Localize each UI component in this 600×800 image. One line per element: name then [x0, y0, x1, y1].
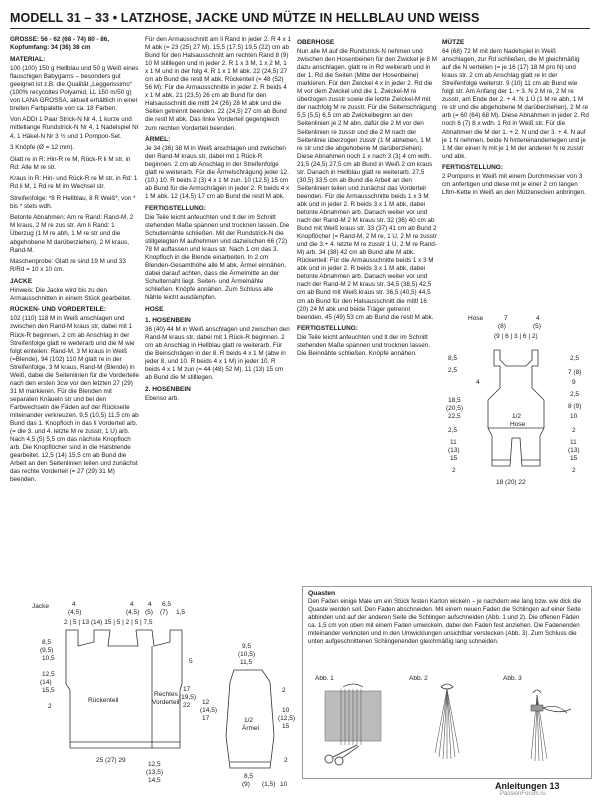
jacket-back-label: Rückenteil — [88, 697, 119, 704]
jacket-dim-b2: (13,5) — [146, 769, 163, 776]
sleeve-dim-l1: 12 — [202, 699, 210, 706]
pants-finishing-text: Die Teile leicht anfeuchten und lt der im Schnitt stehenden Maße spannen und trocknen lassen. Die Beinnähte schließen. Knöpfe annähen. — [297, 334, 431, 358]
material-text: 100 (100) 150 g Hellblau und 50 g Weiß eines flauschigen Babygarns – besonders gut geeignet ist z.B. die Qualität „Leggerissimo“ (100% recycoltes Polyamid, LL 150 m/50 g) von LANA GROSSA, aktuell erhältlich in einer breiten Farbpalette von ca. 18 Farben. — [10, 64, 139, 112]
hat-text: 64 (68) 72 M mit dem Nadelspiel in Weiß anschlagen, zur Rd schließen, die M gleichmäßig auf die N verteilen (= je 16 (17) 18 M pro N) und kraus str. 2 cm ab Anschlag glatt re in der Streifenfolge weiterstr. 9 (10) 11 cm ab Bund wie folgt str. Am Anfang der 1. + 3. N 2 M re, 2 M re zusstr, am Ende der 2. + 4. N 1 Ü (1 M re abh, 1 M re str und die abgehobene M darüberziehen), 2 M re arb (= 60 (64) 68 M). Diese Abnahmen in jeder 2. Rd noch 6 (7) 8 x wdh. 1 Rd in Weiß str. Für die Abnahmen die M der 1. + 2. N und der 3. + 4. N auf je 1 N nehmen, beide N hintereinanderliegen und je 1 M der einen N mit je 1 M der anderen N re zusstr und abk. — [442, 48, 589, 160]
pants-dim-l9: (13) — [448, 447, 460, 454]
tassel-box — [302, 586, 592, 779]
jacket-dim-mid3: (19,5) — [179, 694, 196, 701]
tassel-text: Den Faden einige Male um ein Stück festen Karton wickeln – je nachdem wie lang bzw. wie dick die Quaste werden soll. Den Faden abschneiden. Mit einem neuen Faden die Schlingen auf einer Seite abbinden und auf der anderen Seite die Schlingen aufschneiden (Abb. 1 und 2). Die offenen Fäden ca. 1,5 cm von oben mit einem Faden umwickeln, dabei den Faden fest anziehen. Die Fadenenden miteinander verknoten und in den Umwicklungen unsichtbar verstecken (Abb. 3). Zum Schluss die unten aufgeschnittenen Schlingenenden gleichmäßig lang schneiden. — [308, 598, 582, 645]
jacket-note: Hinweis: Die Jacke wird bis zu den Armausschnitten in einem Stück gearbeitet. — [10, 286, 132, 302]
jacket-dim-b1: 12,5 — [148, 761, 161, 768]
pants-dim-l8: 11 — [450, 439, 457, 446]
jacket-finishing-text: Die Teile leicht anfeuchten und lt der im Schnitt stehenden Maße spannen und trocknen lassen. Die Schulternähte schließen. Mit der Rundstrick-N die stillgelegten M aufnehmen und dazwischen 66 (72) 78 M auffassen und kraus str. Nach 1 cm das 3. Knopfloch in die Blende einarbeiten. In 2 cm Blenden-Gesamthöhe alle M abk. Ärmel einnähen, dabei darauf achten, dass die Ärmelmitte an der Schulternaht liegt. Seiten- und Ärmelnähte schließen. Knöpfe annähen. Zum Schluss alle Nähte leicht ausdämpfen. — [145, 213, 290, 302]
pants-dim-r4: 2,5 — [570, 391, 580, 398]
column-3 — [297, 36, 437, 556]
footer-label: Anleitungen — [495, 781, 547, 791]
pants-dim-l1: 8,5 — [448, 355, 458, 362]
gauge-text: Maschenprobe: Glatt re sind 19 M und 33 R/Rd = 10 x 10 cm. — [10, 258, 126, 274]
upper-pants-heading: OBERHOSE — [297, 39, 335, 46]
jacket-finishing-heading: FERTIGSTELLUNG: — [145, 204, 207, 212]
pants-dim-r2: 7 (8) — [568, 369, 582, 376]
pants-dim-r9: (13) — [568, 447, 580, 454]
figure-1-label: Abb. 1 — [315, 675, 334, 682]
sleeve-dim-b2: (9) — [242, 781, 250, 788]
pants-dim-top-b: 4 — [536, 315, 540, 322]
pants-center-label-2: Hose — [510, 421, 526, 428]
pants-dim-l6: 22,5 — [448, 413, 461, 420]
pants-dim-l10: 15 — [450, 455, 458, 462]
page-number: 13 — [549, 781, 560, 791]
jacket-dim-l4: 12,5 — [42, 671, 55, 678]
jacket-dim-top4: 6,5 — [162, 601, 172, 608]
jacket-heading: JACKE — [10, 277, 33, 285]
pants-dim-l11: 2 — [452, 467, 456, 474]
sleeve-schematic — [200, 640, 300, 790]
site-watermark: PassionForum.ru — [500, 791, 546, 797]
jacket-dim-b3: 14,5 — [148, 777, 161, 784]
jacket-front-label-2: Vorderteil — [152, 699, 180, 706]
jacket-dim-mid4: 22 — [183, 702, 191, 709]
needles-text: Von ADDI 1 Paar Strick-N Nr 4, 1 kurze und mittellange Rundstrick-N Nr 4, 1 Nadelspiel Nr 4, 1 Häkel-N Nr 3 ½ und 1 Pompon-Set. — [10, 116, 139, 140]
jacket-dim-l3: 10,5 — [42, 655, 55, 662]
sleeves-text: Je 34 (36) 38 M in Weiß anschlagen und zwischen den Rand-M kraus str, dabei mit 1 Rück-R beginnen. 2 cm ab Anschlag in der Streifenfolge glatt re weiterarb. Für die Ärmelschrägung jeder 12. (10.) 10. R beids 2 (3) 4 x 1 M zun. 10 (12,5) 15 cm ab Bund für die Armschrägen in jeder 2. R beids 4 x 1 M abk. 12 (14,5) 17 cm ab Bund die restl M abk. — [145, 145, 290, 201]
column-2 — [145, 36, 291, 456]
pants-dim-l2: 2,5 — [448, 367, 458, 374]
pants-dim-r1: 2,5 — [570, 355, 580, 362]
column-1 — [10, 36, 140, 596]
sleeve-dim-l2: (14,5) — [200, 707, 217, 714]
figure-3-label: Abb. 3 — [503, 675, 522, 682]
sleeves-heading: ÄRMEL: — [145, 136, 171, 144]
pants-dim-r5: 8 (9) — [568, 403, 582, 410]
leg1-text: 36 (40) 44 M in Weiß anschlagen und zwischen den Rand-M kraus str, dabei mit 1 Rück-R beginnen. 2 cm ab Anschlag in Hellblau glatt re weiterarb. Für die Beinschrägen in der 8. R beids 4 x 1 M (abw in jeder 8. und 10. R beids 4 x 1 M) in jeder 10. R beids 4 x 1 M zun (= 44 (48) 52 M). 11 (13) 15 cm ab Bund die M stilllegen. — [145, 326, 290, 382]
sleeve-dim-l3: 17 — [202, 715, 210, 722]
pants-dim-r8: 11 — [570, 439, 577, 446]
jacket-dim-top2: 4 — [130, 601, 134, 608]
jacket-dim-top1: 4 — [72, 601, 76, 608]
jacket-dim-top-row: 2 | 5 | 13 (14) 15 | 5 | 2 | 5 | 7,5 — [64, 619, 153, 626]
jacket-dim-top5: (4,5) — [68, 609, 82, 616]
sleeve-dim-t3: 11,5 — [240, 659, 253, 666]
page-header — [10, 7, 590, 29]
jacket-dim-top9: 1,5 — [176, 609, 186, 616]
sleeve-dim-b1: 8,5 — [244, 773, 254, 780]
jacket-dim-l6: 15,5 — [42, 687, 55, 694]
hat-heading: MÜTZE — [442, 39, 465, 46]
back-front-heading: RÜCKEN- UND VORDERTEILE: — [10, 306, 107, 314]
sleeve-center-label: 1/2 — [244, 717, 254, 724]
jacket-dim-l7: 2 — [48, 703, 52, 710]
jacket-dim-bottom: 25 (27) 29 — [96, 757, 126, 764]
pants-schematic — [440, 308, 592, 500]
figure-2 — [403, 673, 493, 771]
stitch-kraus: Kraus in R: Hin- und Rück-R re M str, in Rd: 1 Rd li M, 1 Rd re M im Wechsel str. — [10, 175, 138, 191]
pants-center-label: 1/2 — [512, 413, 522, 420]
material-heading: MATERIAL: — [10, 55, 46, 63]
upper-pants-text: Nun alle M auf die Rundstrick-N nehmen und zwischen den Hosenbeinen für den Zwickel je 8 M dazu anschlagen, glatt re in Rd weiterarb und in der 1. Rd die Seiten (Mitte der Hosenbeine) markieren. Für den Zwickel 4 x in jeder 2. Rd die M vor dem Zwickel und die 1. Zwickel-M re überzogen zusstr sowie die letzte Zwickel-M mit der nachfolg M re zusstr. Für die Seitenschrägung 5,5 (5,5) 6,5 cm ab Zwickelbeginn an den Seitenlinien je 2 M abn, dafür die 2 M vor den Seitenlinien re zusstr und die 2 M nach der Seitenlinie überzogen zusstr (1 M abheben, 1 M re str und die abgehobene M darüberziehen). Diese Abnahmen noch 1 x nach 3 (3) 4 cm wdh. 21,5 (24,5) 27,5 cm ab Bund in Weiß 2 cm kraus str. Danach in Hellblau glatt re weiterarb. 27,5 (30,5) 33,5 cm ab Bund die Arbeit an den Seitenlinien teilen und zunächst das Vorderteil beenden. Für die Armausschnitte beids 1 x 3 M abk und in jeder 2. R beids 3 x 1 M abk, dabei betonte Abnahmen arb. Danach weiter vor und nach der Rand-M 2 M kraus str. 32 (36) 40 cm ab Bund mit Weiß kraus str. 33 (37) 41 cm ab Bund 2 Knopflöcher (= Rand-M, 2 M re, 1 U, 2 M re zusstr und die 3.+ 4. letzte M re zusstr 1 U, 2 M re Rand-M) arb. 34 (38) 42 cm ab Bund alle M abk. Rückenteil: Für die Armausschnitte beids 1 x 3 M abk und in jeder 2. R beids 3 x 1 M abk, dabei betonte Abnahmen arb. Danach weiter vor und nach der Rand-M 2 M kraus str. 34,5 (38,5) 42,5 cm ab Bund mit Weiß kraus str. 36,5 (40,5) 44,5 cm ab Bund für den Halsausschnitt die mittl 16 (20) 24 M abk und beide Träger getrennt beenden. 45 (49) 53 cm ab Bund die restl M abk. — [297, 48, 437, 321]
pants-dim-top-d: (5) — [533, 323, 541, 330]
decreases-text: Betonte Abnahmen: Am re Rand: Rand-M, 2 M kraus, 2 M re zus str. Am li Rand: 1 Überzug (1 M re abh, 1 M re str und die abgehobene M darüberziehen), 2 M kraus, Rand-M. — [10, 214, 134, 254]
pants-label: Hose — [468, 315, 484, 322]
jacket-label: Jacke — [32, 603, 49, 610]
jacket-schematic — [30, 600, 195, 790]
page-title: MODELL 31 – 33 • LATZHOSE, JACKE UND MÜTZE IN HELLBLAU UND WEISS — [10, 11, 480, 25]
pants-dim-r11: 2 — [572, 467, 576, 474]
pants-dim-r6: 10 — [570, 413, 578, 420]
pants-dim-l4: 18,5 — [448, 397, 461, 404]
hat-finishing-text: 2 Pompons in Weiß mit einem Durchmesser von 3 cm anfertigen und diese mit je einer 2 cm langen Lftm-Kette in Weiß an den Mützenecken anbringen. — [442, 173, 586, 197]
jacket-dim-top3: 4 — [148, 601, 152, 608]
pants-dim-top-a: 7 — [504, 315, 508, 322]
sleeve-dim-r5: 2 — [284, 757, 288, 764]
page-footer — [495, 781, 560, 791]
pants-dim-bottom: 18 (20) 22 — [496, 479, 526, 486]
jacket-dim-l1: 8,5 — [42, 639, 52, 646]
jacket-front-label-1: Rechtes — [154, 691, 178, 698]
back-front-text: 102 (110) 118 M in Weiß anschlagen und zwischen den Rand-M kraus str, dabei mit 1 Rück-R beginnen. 2 cm ab Anschlag in der Streifenfolge glatt re weiterarb und die M wie folgt einteilen: Rand-M, 3 M kraus in Weiß (=Blende), 94 (102) 110 M glatt re in der Streifenfolge, 3 M kraus, Rand-M (Blende) in Weiß, dabei die Seitenlinien für die Vorderteile nach den ersten 3cw vor den letzten 27 (29) 31 M markieren. Für die Blenden mit separaten Knäueln str und bei den Farbwechseln die Fäden auf der Rückseite miteinander verkreuzen. 9,5 (10,5) 11,5 cm ab Bund das 1. Knopfloch in das li Vorderteil arb. (= die 3. und 4. letzte M re zusstr, 1 U) arb. Nach 4,5 (5) 5,5 cm das nächste Knopfloch arb. Die Knopflöcher sind in die Halsblende gearbeitet. 12,5 (14) 15,5 cm ab Bund die Arbeit an den Seitenlinien teilen und zunächst das rechte Vorderteil (= 27 (29) 31 M) beenden. — [10, 315, 140, 484]
leg1-heading: 1. HOSENBEIN — [145, 317, 191, 325]
sleeve-dim-r2: 10 — [282, 707, 290, 714]
pants-dim-top-row: (9 | 6 | 3 | 6 | 2) — [494, 333, 538, 340]
front-piece-text: Für den Armausschnitt am li Rand in jeder 2. R 4 x 1 M abk (= 23 (25) 27 M). 15,5 (17,5) 19,5 (22) cm ab Bund für den Halsausschnitt am rechten Rand 8 (9) 10 M stilllegen und in jeder 2. R 1 x 3 M, 1 x 2 M, 1 x 1 M und in der folg 4. R 1 x 1 M abk. 22 (24,5) 27 cm ab Bund die restl M abk. Rückenteil (= 48 (52) 56 M): Für die Armausschnitte in jeder 2. R beids 4 x 1 M abk. 21 (23,5) 26 cm ab Bund für den Halsausschnitt die mittl 24 (26) 28 M abk und die Seiten getrennt beenden. 22 (24,5) 27 cm ab Bund die restl M abk. Das linke Vorderteil gegengleich zum rechten Vorderteil beenden. — [145, 36, 291, 132]
pants-heading: HOSE — [145, 306, 164, 313]
pants-dim-r7: 2 — [572, 427, 576, 434]
stitch-glatt: Glatt re in R: Hin-R re M, Rück-R li M str, in Rd: Alle M re str. — [10, 155, 131, 171]
pants-dim-r3: 9 — [572, 379, 576, 386]
pants-dim-r10: 15 — [570, 455, 578, 462]
figure-1 — [309, 673, 399, 771]
jacket-dim-mid1: 5 — [189, 658, 193, 665]
pants-dim-top-c: (8) — [498, 323, 506, 330]
jacket-dim-top6: (4,5) — [126, 609, 140, 616]
sleeve-dim-r4: 15 — [282, 723, 290, 730]
jacket-dim-top7: (5) — [145, 609, 153, 616]
jacket-dim-l2: (9,5) — [40, 647, 54, 654]
sleeve-dim-r3: (12,5) — [278, 715, 295, 722]
tassel-heading: Quasten — [308, 590, 336, 597]
sleeve-dim-t2: (10,5) — [238, 651, 255, 658]
sleeve-dim-b3: (1,5) — [262, 781, 276, 788]
sleeve-dim-b4: 10 — [280, 781, 288, 788]
pants-finishing-heading: FERTIGSTELLUNG: — [297, 325, 359, 333]
sleeve-center-label-2: Ärmel — [242, 725, 259, 732]
pants-dim-l5: (20,5) — [446, 405, 463, 412]
pants-dim-l3: 4 — [476, 379, 480, 386]
figure-3 — [497, 673, 587, 771]
leg2-heading: 2. HOSENBEIN — [145, 385, 191, 393]
leg2-text: Ebenso arb. — [145, 394, 179, 402]
jacket-dim-top8: (7) — [160, 609, 168, 616]
buttons-text: 3 Knöpfe (Ø = 12 mm). — [10, 144, 75, 152]
hat-finishing-heading: FERTIGSTELLUNG: — [442, 164, 504, 172]
jacket-dim-l5: (14) — [40, 679, 52, 686]
pants-dim-l7: 2,5 — [448, 427, 458, 434]
column-4 — [442, 36, 590, 336]
figure-2-label: Abb. 2 — [409, 675, 428, 682]
jacket-dim-mid2: 17 — [183, 686, 191, 693]
size-text: GRÖSSE: 56 - 62 (68 - 74) 80 - 86, Kopfumfang: 34 (36) 38 cm — [10, 36, 110, 52]
stripe-sequence: Streifenfolge: *8 R Hellblau, 8 R Weiß*, von * bis * stets wdh. — [10, 194, 136, 210]
sleeve-dim-t1: 9,5 — [242, 643, 252, 650]
sleeve-dim-r1: 2 — [282, 687, 286, 694]
